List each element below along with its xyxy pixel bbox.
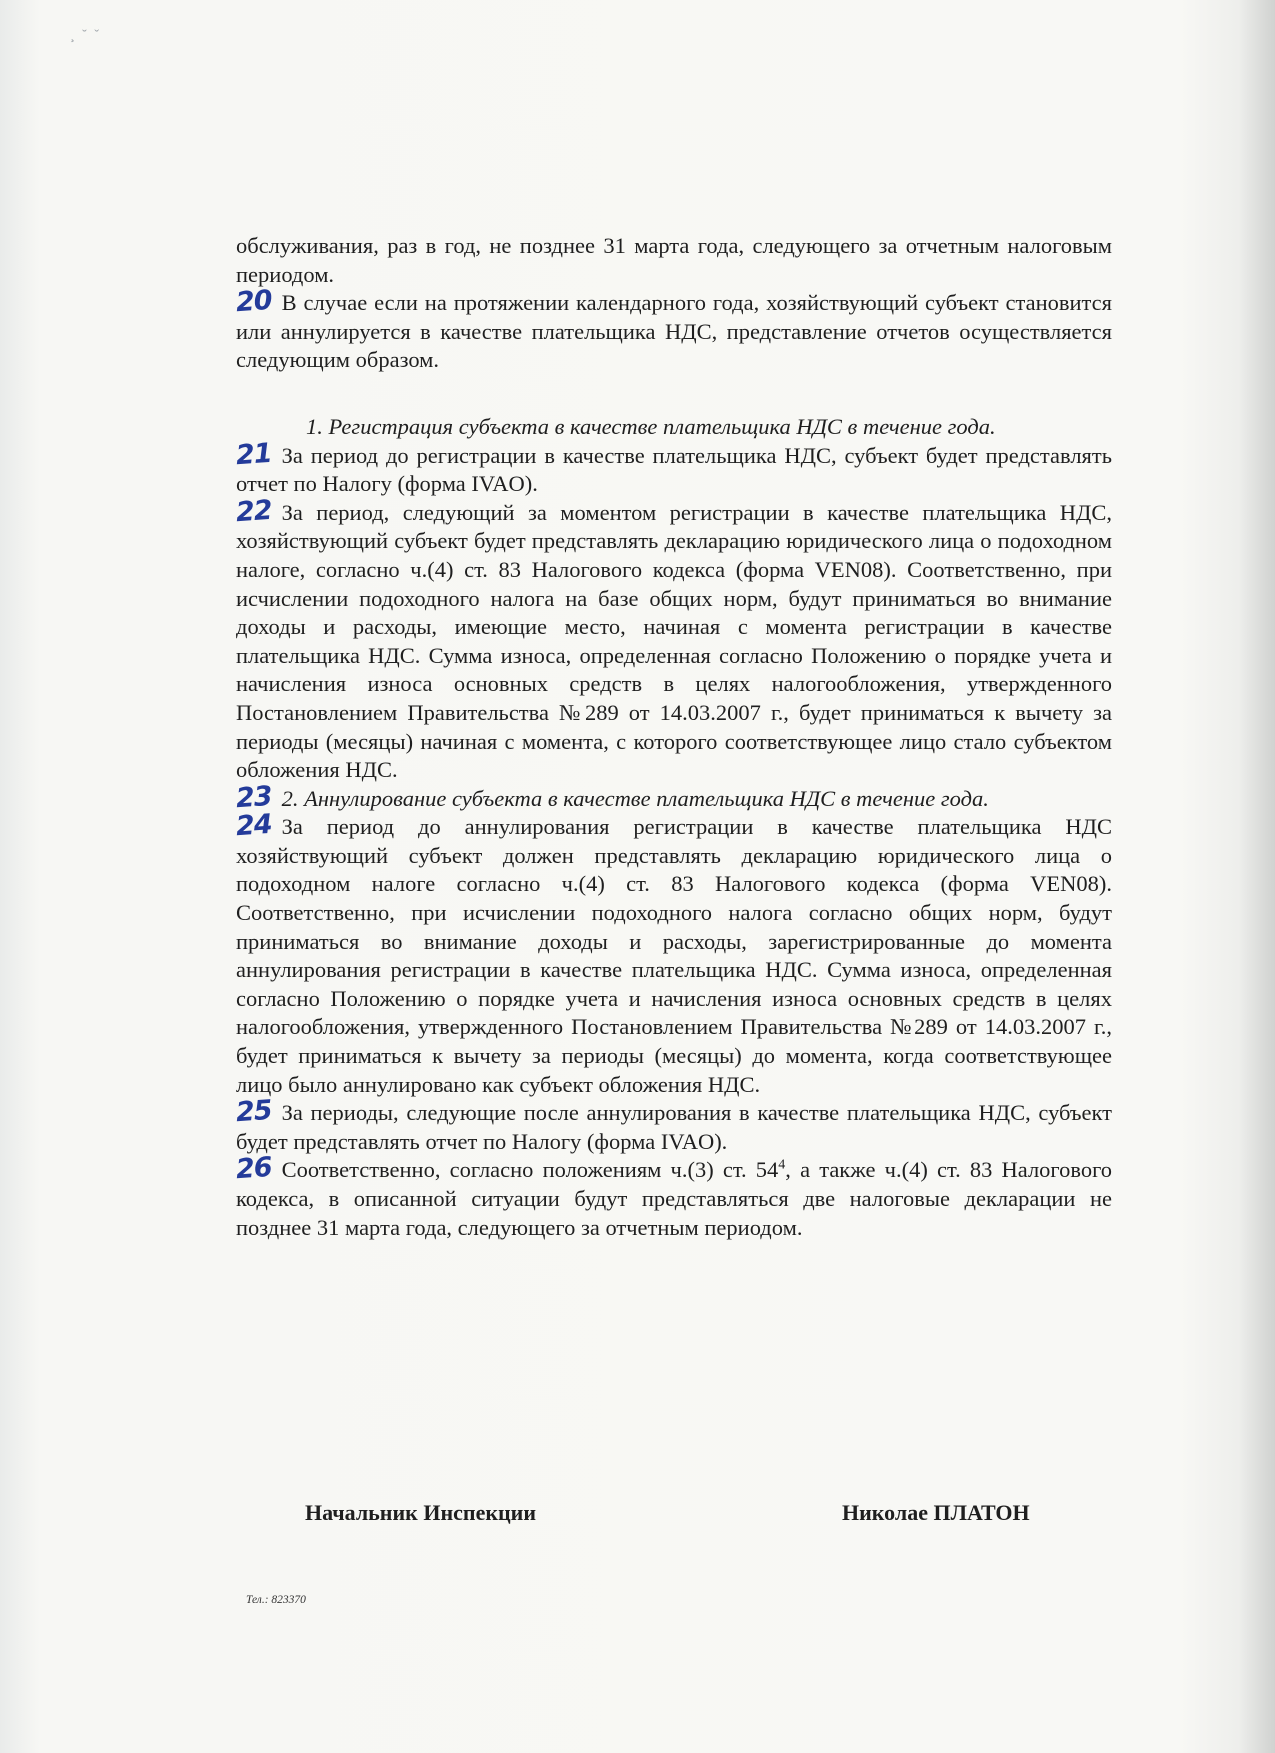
paragraph-25 (234, 1095, 1112, 1156)
phone-footer: Тел.: 823370 (246, 1594, 306, 1606)
paragraph-22-text: За период, следующий за моментом регистрации в качестве плательщика НДС, хозяйствующий субъект будет представлять декларацию юридического лица о подоходном налоге, согласно ч.(4) ст. 83 Налогового кодекса (форма VEN08). Соответственно, при исчислении подоходного налога на базе общих норм, будут приниматься во внимание доходы и расходы, имеющие место, начиная с момента регистрации в качестве плательщика НДС. Сумма износа, определенная согласно Положению о порядке учета и начисления износа основных средств в целях налогообложения, утвержденного Постановлением Правительства №289 от 14.03.2007 г., будет приниматься к вычету за периоды (месяцы) начиная с момента, с которого соответствующее лицо стало субъектом обложения НДС. (236, 499, 1112, 783)
paragraph-22 (234, 494, 1112, 785)
section-heading-2 (234, 780, 1112, 814)
paragraph-21-text: За период до регистрации в качестве плательщика НДС, субъект будет представлять отчет по Налогу (форма IVAO). (236, 442, 1112, 497)
handwritten-number-24: 24 (234, 809, 273, 843)
handwritten-number-22: 22 (234, 494, 273, 528)
paragraph-24-text: За период до аннулирования регистрации в качестве плательщика НДС хозяйствующий субъект должен представлять декларацию юридического лица о подоходном налоге согласно ч.(4) ст. 83 Налогового кодекса (форма VEN08). Соответственно, при исчислении подоходного налога согласно общих норм, будут приниматься во внимание доходы и расходы, зарегистрированные до момента аннулирования регистрации в качестве плательщика НДС. Сумма износа, определенная согласно Положению о порядке учета и начисления износа основных средств в целях налогообложения, утвержденного Постановлением Правительства №289 от 14.03.2007 г., будет приниматься к вычету за периоды (месяцы) до момента, когда соответствующее лицо было аннулировано как субъект обложения НДС. (236, 814, 1112, 1097)
handwritten-number-20: 20 (234, 284, 273, 319)
superscript-4: 4 (778, 1157, 786, 1173)
paragraph-1: обслуживания, раз в год, не позднее 31 марта года, следующего за отчетным налоговым периодом. (236, 233, 1112, 287)
handwritten-number-21: 21 (234, 437, 273, 471)
paragraph-25-text: За периоды, следующие после аннулирования в качестве плательщика НДС, субъект будет представлять отчет по Налогу (форма IVAO). (236, 1100, 1112, 1154)
paragraph-21 (234, 437, 1112, 499)
document-body (236, 232, 1112, 1242)
page-edge-shadow (1239, 0, 1275, 1753)
section-heading-2-text: 2. Аннулирование субъекта в качестве плательщика НДС в течение года. (281, 785, 989, 811)
scan-smudge: ¸ ˘ ˇ (70, 28, 101, 43)
handwritten-number-25: 25 (234, 1095, 273, 1129)
handwritten-number-23: 23 (234, 780, 273, 814)
paragraph-26-text-after: , а также ч.(4) ст. 83 Налогового кодекса, в описанной ситуации будут представляться две налоговые декларации не позднее 31 марта года, следующего за отчетным периодом. (236, 1157, 1112, 1240)
paragraph-26-text-before: Соответственно, согласно положениям ч.(3) ст. 54 (281, 1157, 779, 1183)
paragraph-20-text: В случае если на протяжении календарного года, хозяйствующий субъект становится или аннулируется в качестве плательщика НДС, представление отчетов осуществляется следующим образом. (236, 290, 1112, 373)
paragraph-20 (234, 284, 1112, 375)
signatory-name: Николае ПЛАТОН (842, 1500, 1030, 1525)
paragraph-24 (234, 809, 1112, 1099)
handwritten-number-26: 26 (234, 1152, 273, 1186)
paragraph-26 (234, 1152, 1112, 1242)
signatory-title: Начальник Инспекции (305, 1500, 537, 1525)
section-heading-1: 1. Регистрация субъекта в качестве плательщика НДС в течение года. (306, 413, 996, 439)
